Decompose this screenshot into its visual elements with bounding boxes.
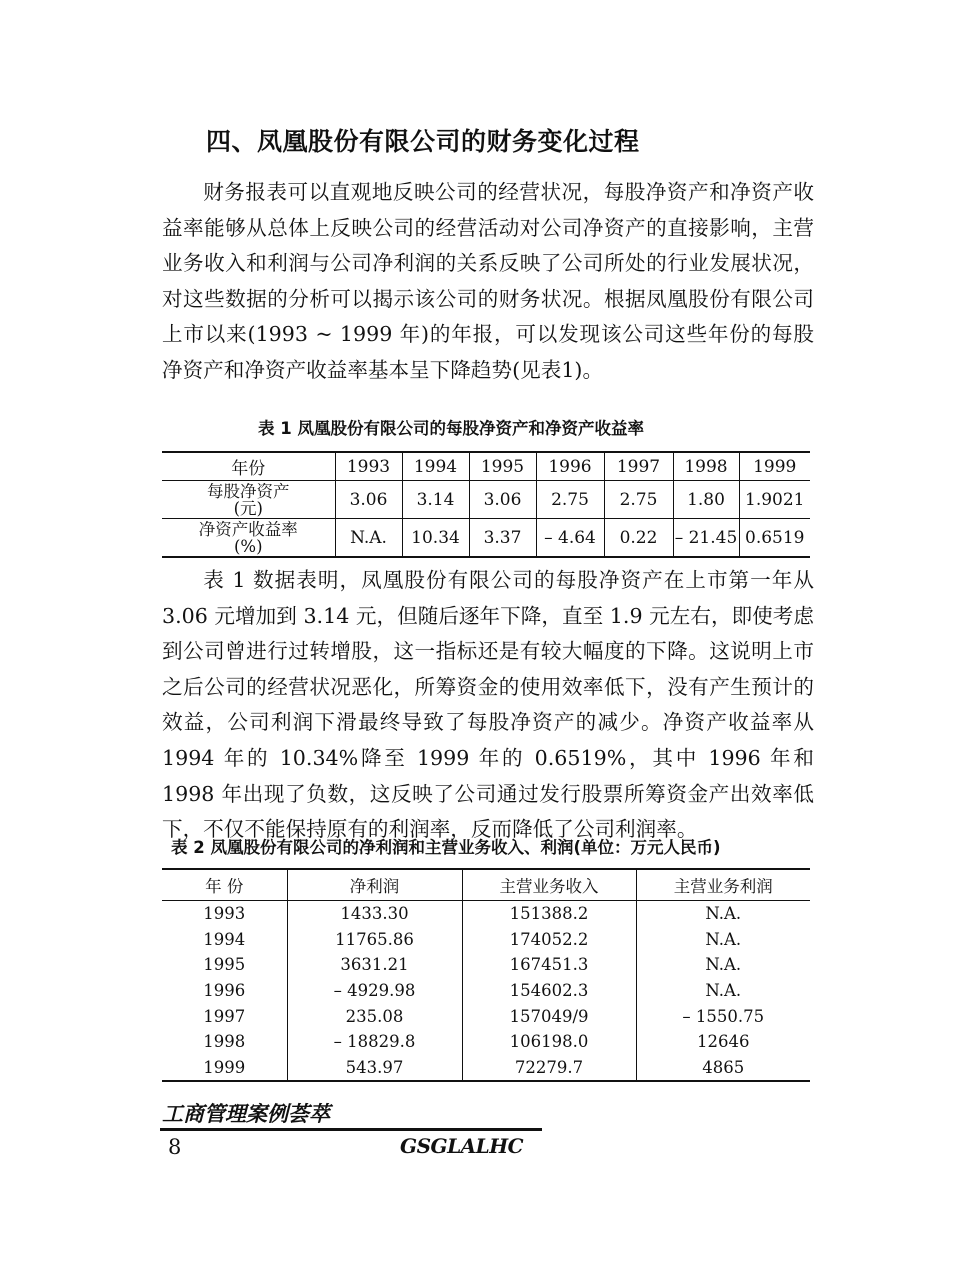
table2-cell-revenue: 154602.3 <box>462 978 636 1004</box>
row-label-unit: (元) <box>233 498 263 518</box>
table2-cell-revenue: 151388.2 <box>462 901 636 927</box>
table1-cell: 3.14 <box>402 481 469 519</box>
table2-caption: 表 2 凤凰股份有限公司的净利润和主营业务收入、利润(单位：万元人民币) <box>171 838 721 857</box>
table2-cell-revenue: 157049/9 <box>462 1003 636 1029</box>
table2-cell-net-profit: 1433.30 <box>287 901 462 927</box>
table2-cell-year: 1996 <box>162 978 287 1004</box>
table-row <box>162 1029 810 1055</box>
paragraph-intro: 财务报表可以直观地反映公司的经营状况，每股净资产和净资产收益率能够从总体上反映公司的经营活动对公司净资产的直接影响，主营业务收入和利润与公司净利润的关系反映了公司所处的行业发展状况，对这些数据的分析可以揭示该公司的财务状况。根据凤凰股份有限公司上市以来(1993 ~ 1999 年)的年报，可以发现该公司这些年份的每股净资产和净资产收益率基本呈下降趋势(见表1)。 <box>162 180 814 382</box>
footer-book-title: 工商管理案例荟萃 <box>162 1101 330 1126</box>
table2-cell-revenue: 174052.2 <box>462 927 636 953</box>
table2-cell-operating-profit: 4865 <box>702 1057 745 1077</box>
table1-caption: 表 1 凤凰股份有限公司的每股净资产和净资产收益率 <box>258 419 644 438</box>
table1-header-row <box>162 452 810 481</box>
table1-cell: 1.9021 <box>739 481 810 519</box>
table1-cell: – 21.45 <box>673 519 739 558</box>
table1-cell: 3.06 <box>335 481 402 519</box>
table2-cell-revenue: 106198.0 <box>462 1029 636 1055</box>
table2-cell-net-profit: 235.08 <box>287 1003 462 1029</box>
table2-cell-revenue: 167451.3 <box>462 952 636 978</box>
table1-cell: 0.6519 <box>739 519 810 558</box>
table1-header-label: 年份 <box>162 452 335 481</box>
page-number: 8 <box>168 1135 182 1159</box>
table1-cell: 2.75 <box>604 481 673 519</box>
table-row <box>162 1055 810 1082</box>
table2-cell-operating-profit: – 1550.75 <box>682 1006 765 1026</box>
table1-cell: 3.37 <box>469 519 536 558</box>
table-row <box>162 1003 810 1029</box>
table2-header: 净利润 <box>287 869 462 901</box>
table2-cell-net-profit: 3631.21 <box>287 952 462 978</box>
table2-cell-operating-profit: N.A. <box>705 981 742 1001</box>
table2-cell-year: 1999 <box>162 1055 287 1082</box>
table-row <box>162 952 810 978</box>
table1-year: 1993 <box>335 452 402 481</box>
table1-year: 1998 <box>673 452 739 481</box>
section-heading: 四、凤凰股份有限公司的财务变化过程 <box>206 127 640 156</box>
table2-cell-year: 1998 <box>162 1029 287 1055</box>
table1-year: 1994 <box>402 452 469 481</box>
table2-cell-operating-profit: N.A. <box>705 904 742 924</box>
table2-header: 主营业务利润 <box>636 869 810 901</box>
table1-year: 1997 <box>604 452 673 481</box>
table2-header: 年 份 <box>162 869 287 901</box>
table2-header: 主营业务收入 <box>462 869 636 901</box>
footer-rule <box>160 1128 542 1131</box>
table1-year: 1995 <box>469 452 536 481</box>
table1-row-roe <box>162 519 810 558</box>
row-label-line: 每股净资产 <box>207 481 290 501</box>
table1-cell: 1.80 <box>673 481 739 519</box>
table1-row-net-assets-per-share <box>162 481 810 519</box>
table2-header-row <box>162 869 810 901</box>
table2-cell-year: 1995 <box>162 952 287 978</box>
table2-cell-operating-profit: 12646 <box>697 1032 750 1052</box>
table2-cell-year: 1993 <box>162 901 287 927</box>
row-label-unit: (%) <box>233 536 263 556</box>
table2-cell-net-profit: 543.97 <box>287 1055 462 1082</box>
table2-cell-operating-profit: N.A. <box>705 929 742 949</box>
table1-cell: 2.75 <box>536 481 604 519</box>
table1-cell: 0.22 <box>604 519 673 558</box>
table2-cell-revenue: 72279.7 <box>462 1055 636 1082</box>
table2-cell-net-profit: – 18829.8 <box>287 1029 462 1055</box>
table-row <box>162 978 810 1004</box>
row-label-line: 净资产收益率 <box>198 519 298 539</box>
paragraph-analysis: 表 1 数据表明，凤凰股份有限公司的每股净资产在上市第一年从 3.06 元增加到 3.14 元，但随后逐年下降，直至 1.9 元左右，即使考虑到公司曾进行过转增股，这一指标还是有较大幅度的下降。这说明上市之后公司的经营状况恶化，所筹资金的使用效率低下，没有产生预计的效益，公司利润下滑最终导致了每股净资产的减少。净资产收益率从 1994 年的 10.34%降至 1999 年的 0.6519%，其中 1996 年和 1998 年出现了负数，这反映了公司通过发行股票所筹资金产出效率低下，不仅不能保持原有的利润率，反而降低了公司利润率。 <box>162 568 814 842</box>
table1-row-label <box>162 481 335 519</box>
table2-cell-net-profit: 11765.86 <box>287 927 462 953</box>
footer-code: GSGLALHC <box>400 1134 524 1158</box>
table1-cell: 3.06 <box>469 481 536 519</box>
table2-cell-operating-profit: N.A. <box>705 955 742 975</box>
table1-row-label <box>162 519 335 558</box>
table2-profit-revenue <box>162 868 810 1082</box>
table-row <box>162 927 810 953</box>
table2-cell-year: 1997 <box>162 1003 287 1029</box>
table1-cell: 10.34 <box>402 519 469 558</box>
table2-cell-year: 1994 <box>162 927 287 953</box>
table1-net-assets <box>162 451 810 558</box>
table-row <box>162 901 810 927</box>
table1-year: 1996 <box>536 452 604 481</box>
table1-cell: – 4.64 <box>536 519 604 558</box>
table1-cell: N.A. <box>335 519 402 558</box>
table2-cell-net-profit: – 4929.98 <box>287 978 462 1004</box>
table1-year: 1999 <box>739 452 810 481</box>
